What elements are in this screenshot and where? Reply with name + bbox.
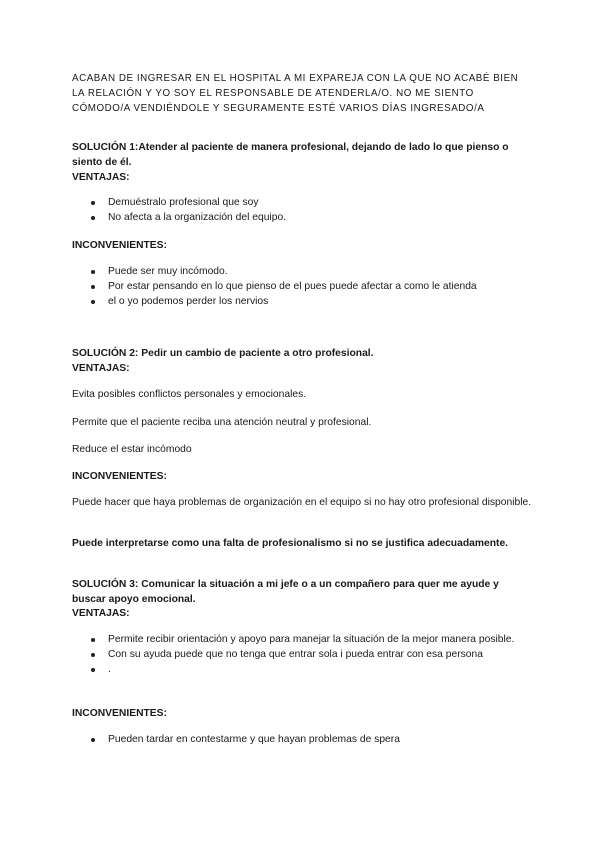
solution-3-inconvenientes-list (72, 732, 534, 747)
solution-1-title: SOLUCIÓN 1:Atender al paciente de manera profesional, dejando de lado lo que pienso o siento de él. (72, 142, 509, 168)
solution-2-inconvenientes-label: INCONVENIENTES: (72, 471, 167, 482)
solution-3-ventajas-label: VENTAJAS: (72, 608, 130, 619)
solution-1-inconvenientes-list (72, 264, 534, 309)
solution-2-ventaja-1: Evita posibles conflictos personales y emocionales. (72, 389, 307, 400)
solution-2-title: SOLUCIÓN 2: Pedir un cambio de paciente a otro profesional. (72, 348, 374, 359)
solution-2-ventaja-2: Permite que el paciente reciba una atención neutral y profesional. (72, 417, 372, 428)
list-item: Pueden tardar en contestarme y que hayan problemas de spera (72, 732, 534, 747)
list-item: Demuéstralo profesional que soy (72, 195, 534, 210)
list-item: . (72, 662, 534, 677)
solution-3-ventajas-list (72, 632, 534, 677)
solution-2-inconveniente-1: Puede hacer que haya problemas de organización en el equipo si no hay otro profesional disponible. (72, 497, 532, 508)
solution-3-title: SOLUCIÓN 3: Comunicar la situación a mi jefe o a un compañero para quer me ayude y buscar apoyo emocional. (72, 579, 499, 605)
solution-1-inconvenientes-label: INCONVENIENTES: (72, 240, 167, 251)
list-item: el o yo podemos perder los nervios (72, 294, 534, 309)
list-item: Por estar pensando en lo que pienso de el pues puede afectar a como le atienda (72, 279, 534, 294)
list-item: Permite recibir orientación y apoyo para manejar la situación de la mejor manera posible. (72, 632, 534, 647)
solution-2-ventaja-3: Reduce el estar incómodo (72, 444, 192, 455)
intro-paragraph: ACABAN DE INGRESAR EN EL HOSPITAL A MI EXPAREJA CON LA QUE NO ACABÉ BIEN LA RELACIÓN Y YO SOY EL RESPONSABLE DE ATENDERLA/O. NO ME SIENTO CÓMODO/A VENDIÉNDOLE Y SEGURAMENTE ESTÉ VARIOS DÍAS INGRESADO/A (72, 73, 519, 114)
list-item: Puede ser muy incómodo. (72, 264, 534, 279)
solution-3-inconvenientes-label: INCONVENIENTES: (72, 708, 167, 719)
solution-2-ventajas-label: VENTAJAS: (72, 363, 130, 374)
solution-1-ventajas-list (72, 195, 534, 225)
solution-2-bold-note: Puede interpretarse como una falta de profesionalismo si no se justifica adecuadamente. (72, 538, 509, 549)
solution-1-ventajas-label: VENTAJAS: (72, 172, 130, 183)
list-item: Con su ayuda puede que no tenga que entrar sola i pueda entrar con esa persona (72, 647, 534, 662)
list-item: No afecta a la organización del equipo. (72, 210, 534, 225)
